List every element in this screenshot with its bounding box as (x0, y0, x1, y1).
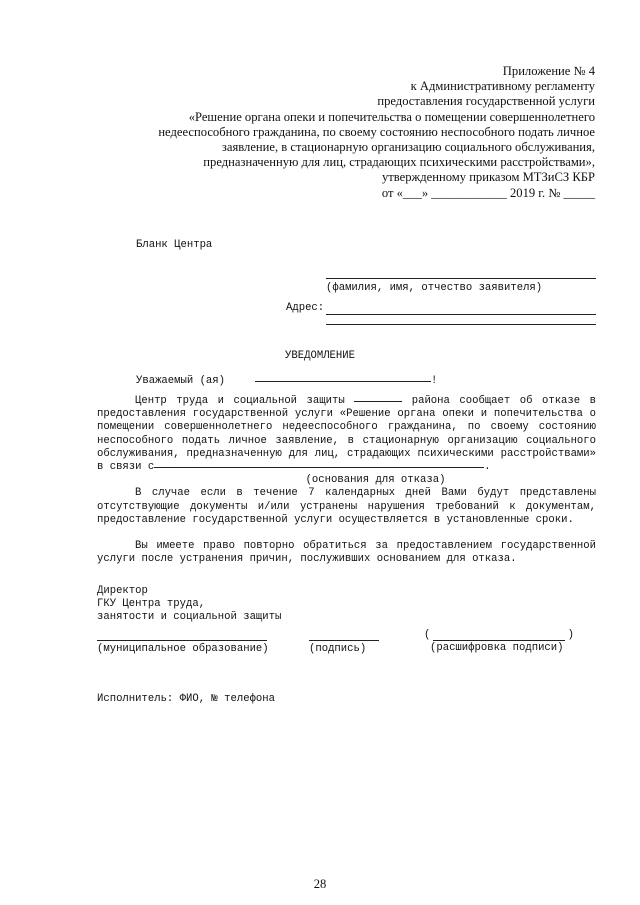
decoding-field (424, 630, 574, 654)
district-blank (354, 401, 402, 402)
header-line: недееспособного гражданина, по своему состоянию неспособного подать личное (158, 124, 595, 139)
decoding-line (433, 640, 565, 641)
decoding-open-paren: ( (424, 629, 431, 641)
paragraph-deadline: В случае если в течение 7 календарных дней Вами будут представлены отсутствующие документы и/или устранены нарушения требований к документам, предоставление государственной услуги осуществляется в установленные сроки. (97, 487, 596, 526)
salutation (136, 375, 437, 387)
header-line: заявление, в стационарную организацию социального обслуживания, (221, 140, 595, 155)
header-line: предоставления государственной услуги (377, 94, 595, 109)
decoding-caption: (расшифровка подписи) (430, 642, 564, 654)
center-letterhead-label: Бланк Центра (136, 239, 213, 251)
address-label: Адрес: (286, 302, 325, 314)
signature-caption: (подпись) (309, 643, 367, 655)
director-block (97, 585, 281, 623)
refusal-reason-blank (154, 467, 484, 468)
address-line-1 (326, 314, 596, 315)
notice-body (97, 395, 596, 566)
refusal-text: района сообщает об отказе в предоставления государственной услуги «Решение органа опеки и попечительства о помещении совершеннолетнего недееспособного гражданина, по своему состоянию неспособного подать личное заявление, в стационарную организацию социального обслуживания, предназначенную для лиц, страдающих психическими расстройствами» в связи с (97, 395, 596, 474)
municipality-caption: (муниципальное образование) (97, 643, 269, 655)
decoding-line-wrap (424, 630, 574, 642)
header-line: от «___» ____________ 2019 г. № _____ (381, 185, 595, 200)
salutation-name-line (255, 381, 431, 382)
salutation-end: ! (431, 375, 438, 387)
header-line: к Административному регламенту (410, 79, 595, 94)
basis-caption: (основания для отказа) (305, 474, 446, 487)
municipality-line (97, 640, 267, 641)
applicant-block (326, 278, 596, 294)
director-org-cont: занятости и социальной защиты (97, 610, 282, 623)
refusal-text-start: Центр труда и социальной защиты (135, 395, 345, 407)
signature-field (309, 640, 379, 655)
address-line-2 (326, 324, 596, 325)
paragraph-reapply: Вы имеете право повторно обратиться за предоставлением государственной услуги после устранения причин, послуживших основанием для отказа. (97, 540, 596, 566)
paragraph-refusal (97, 395, 596, 474)
applicant-name-line (326, 278, 596, 279)
director-title: Директор (97, 585, 148, 597)
header-line: утвержденному приказом МТЗиСЗ КБР (381, 170, 595, 185)
salutation-text: Уважаемый (ая) (136, 375, 226, 387)
page-number: 28 (313, 877, 327, 891)
refusal-text-end: . (484, 461, 491, 474)
header-line: Приложение № 4 (502, 64, 595, 78)
director-org: ГКУ Центра труда, (97, 597, 206, 610)
executor-line: Исполнитель: ФИО, № телефона (97, 693, 276, 705)
signature-line (309, 640, 379, 641)
header-line: предназначенную для лиц, страдающих психическими расстройствами», (203, 155, 595, 170)
decoding-close-paren: ) (567, 629, 574, 641)
notice-title: УВЕДОМЛЕНИЕ (285, 350, 355, 362)
header-line: «Решение органа опеки и попечительства о помещении совершеннолетнего (188, 109, 595, 124)
applicant-name-caption: (фамилия, имя, отчество заявителя) (326, 282, 543, 294)
appendix-header (125, 64, 595, 201)
municipality-signature-field (97, 640, 267, 655)
